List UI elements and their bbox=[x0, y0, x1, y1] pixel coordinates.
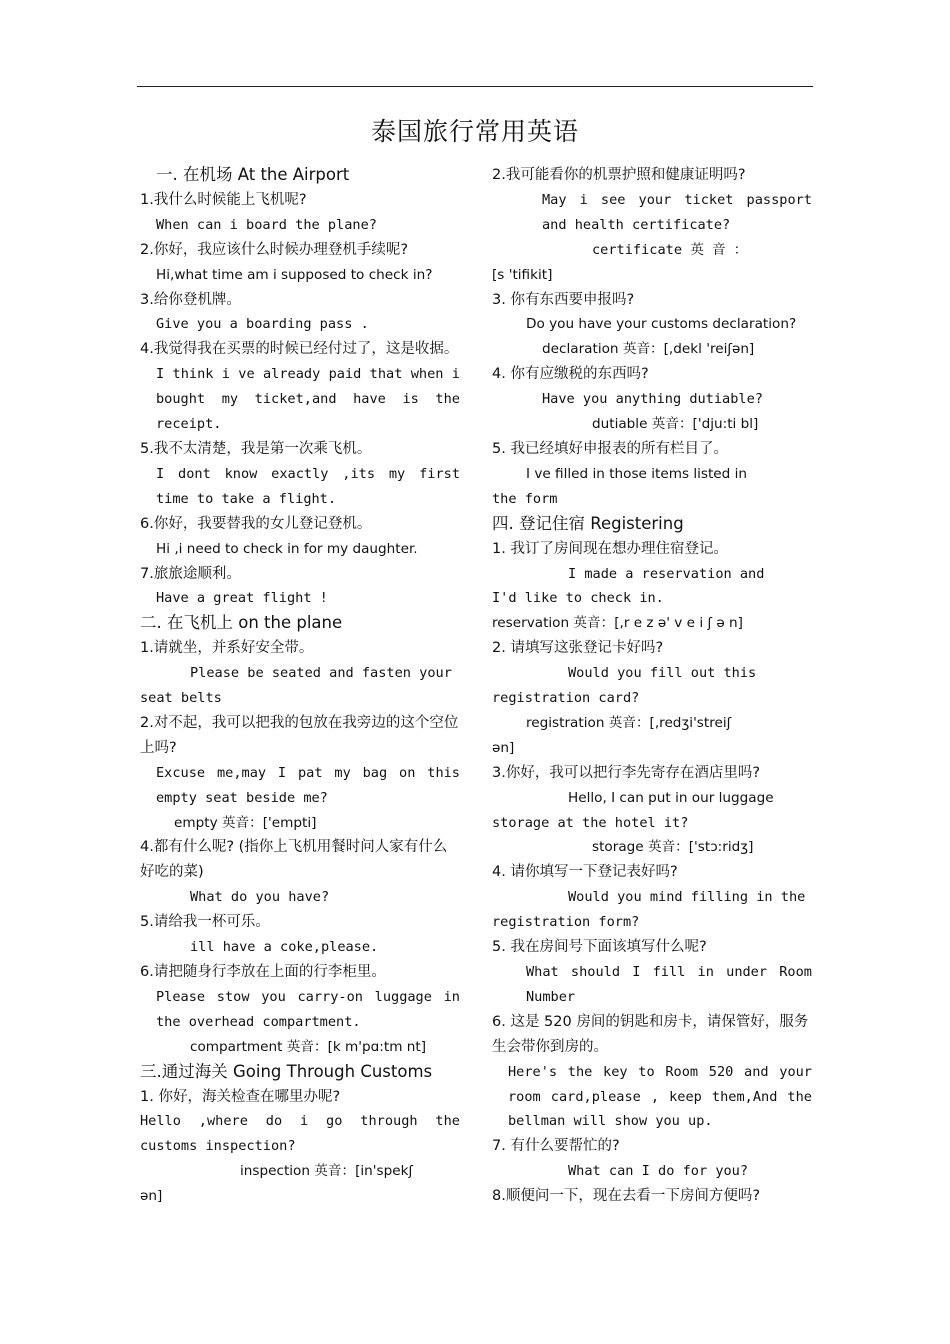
chinese-phrase: 4.我觉得我在买票的时候已经付过了，这是收据。 bbox=[140, 341, 459, 358]
chinese-phrase: 4.都有什么呢? (指你上飞机用餐时问人家有什么好吃的菜) bbox=[140, 839, 448, 881]
english-phrase: Hi ,i need to check in for my daughter. bbox=[156, 540, 418, 557]
english-phrase: What can I do for you? bbox=[568, 1163, 749, 1180]
chinese-phrase: 5. 我在房间号下面该填写什么呢? bbox=[492, 939, 707, 956]
english-phrase: May i see your ticket passport and health certificate? bbox=[542, 191, 812, 233]
english-phrase: Give you a boarding pass . bbox=[156, 316, 369, 333]
english-phrase: [s 'tifikit] bbox=[492, 266, 553, 283]
english-phrase: registration form? bbox=[492, 914, 640, 931]
chinese-phrase: 3. 你有东西要申报吗? bbox=[492, 291, 635, 308]
english-phrase: ən] bbox=[492, 739, 515, 756]
english-phrase: Here's the key to Room 520 and your room card,please , keep them,And the bellman will show you up. bbox=[508, 1063, 812, 1130]
english-phrase: registration 英音：[,redʒi'streiʃ bbox=[526, 714, 732, 731]
page-title: 泰国旅行常用英语 bbox=[370, 117, 579, 146]
english-phrase: Have you anything dutiable? bbox=[542, 391, 763, 408]
chinese-phrase: 2.你好，我应该什么时候办理登机手续呢? bbox=[140, 241, 409, 258]
english-phrase: Please be seated and fasten your bbox=[190, 665, 452, 682]
english-phrase: Excuse me,may I pat my bag on this empty seat beside me? bbox=[156, 764, 460, 806]
english-phrase: dutiable 英音：['dju:ti bl] bbox=[592, 416, 759, 433]
chinese-phrase: 1. 你好，海关检查在哪里办呢? bbox=[140, 1088, 341, 1105]
english-phrase: Hello, I can put in our luggage bbox=[568, 789, 774, 806]
chinese-phrase: 1.我什么时候能上飞机呢? bbox=[140, 191, 307, 208]
chinese-phrase: 4. 你有应缴税的东西吗? bbox=[492, 366, 649, 383]
section-heading: 四. 登记住宿 Registering bbox=[492, 513, 684, 533]
right-column bbox=[492, 163, 812, 1209]
chinese-phrase: 6.请把随身行李放在上面的行李柜里。 bbox=[140, 964, 386, 980]
english-phrase: registration card? bbox=[492, 690, 640, 707]
english-phrase: Have a great flight ! bbox=[156, 590, 328, 607]
top-rule bbox=[137, 86, 813, 87]
chinese-phrase: 1.请就坐，并系好安全带。 bbox=[140, 640, 314, 657]
english-phrase: I think i ve already paid that when i bought my ticket,and have is the receipt. bbox=[156, 366, 460, 433]
english-phrase: empty 英音：['empti] bbox=[174, 814, 317, 831]
chinese-phrase: 3.你好，我可以把行李先寄存在酒店里吗? bbox=[492, 764, 761, 781]
english-phrase: the form bbox=[492, 490, 558, 507]
english-phrase: What do you have? bbox=[190, 889, 330, 906]
english-phrase: inspection 英音：[in'spekʃ bbox=[240, 1163, 414, 1180]
chinese-phrase: 8.顺便问一下，现在去看一下房间方便吗? bbox=[492, 1188, 761, 1205]
left-column bbox=[140, 163, 460, 1209]
english-phrase: compartment 英音：[k m'pɑ:tm nt] bbox=[190, 1038, 427, 1055]
english-phrase: Do you have your customs declaration? bbox=[526, 316, 797, 333]
section-heading: 一. 在机场 At the Airport bbox=[156, 165, 350, 184]
chinese-phrase: 6. 这是 520 房间的钥匙和房卡，请保管好，服务生会带你到房的。 bbox=[492, 1013, 809, 1055]
english-phrase: Hello ,where do i go through the customs inspection? bbox=[140, 1113, 460, 1155]
english-phrase: storage 英音：['stɔ:ridʒ] bbox=[592, 839, 754, 856]
chinese-phrase: 2.对不起，我可以把我的包放在我旁边的这个空位上吗? bbox=[140, 714, 459, 756]
chinese-phrase: 5.我不太清楚，我是第一次乘飞机。 bbox=[140, 440, 372, 457]
chinese-phrase: 2. 请填写这张登记卡好吗? bbox=[492, 640, 664, 657]
english-phrase: certificate 英 音 ： bbox=[592, 241, 748, 258]
english-phrase: seat belts bbox=[140, 690, 222, 707]
english-phrase: I made a reservation and bbox=[568, 565, 765, 582]
chinese-phrase: 7. 有什么要帮忙的? bbox=[492, 1138, 620, 1155]
english-phrase: What should I fill in under Room Number bbox=[526, 964, 812, 1005]
chinese-phrase: 2.我可能看你的机票护照和健康证明吗? bbox=[492, 167, 746, 183]
english-phrase: Would you mind filling in the bbox=[568, 889, 806, 906]
chinese-phrase: 3.给你登机牌。 bbox=[140, 291, 241, 308]
english-phrase: Hi,what time am i supposed to check in? bbox=[156, 266, 433, 283]
chinese-phrase: 1. 我订了房间现在想办理住宿登记。 bbox=[492, 540, 728, 557]
english-phrase: reservation 英音：[,r e z ə' v e i ʃ ə n] bbox=[492, 615, 743, 632]
english-phrase: ill have a coke,please. bbox=[190, 939, 379, 956]
section-heading: 二. 在飞机上 on the plane bbox=[140, 613, 343, 633]
english-phrase: When can i board the plane? bbox=[156, 216, 377, 233]
chinese-phrase: 6.你好，我要替我的女儿登记登机。 bbox=[140, 515, 372, 532]
chinese-phrase: 4. 请你填写一下登记表好吗? bbox=[492, 864, 678, 881]
english-phrase: I dont know exactly ,its my first time to take a flight. bbox=[156, 465, 460, 507]
english-phrase: I ve filled in those items listed in bbox=[526, 465, 748, 482]
english-phrase: Would you fill out this bbox=[568, 665, 757, 682]
chinese-phrase: 7.旅旅途顺利。 bbox=[140, 565, 241, 582]
english-phrase: declaration 英音：[,dekl 'reiʃən] bbox=[542, 341, 755, 358]
english-phrase: Please stow you carry-on luggage in the overhead compartment. bbox=[156, 988, 460, 1030]
chinese-phrase: 5. 我已经填好申报表的所有栏目了。 bbox=[492, 440, 728, 457]
section-heading: 三.通过海关 Going Through Customs bbox=[140, 1061, 433, 1081]
english-phrase: ən] bbox=[140, 1188, 163, 1205]
chinese-phrase: 5.请给我一杯可乐。 bbox=[140, 914, 270, 931]
english-phrase: storage at the hotel it? bbox=[492, 814, 689, 831]
english-phrase: I'd like to check in. bbox=[492, 590, 664, 607]
